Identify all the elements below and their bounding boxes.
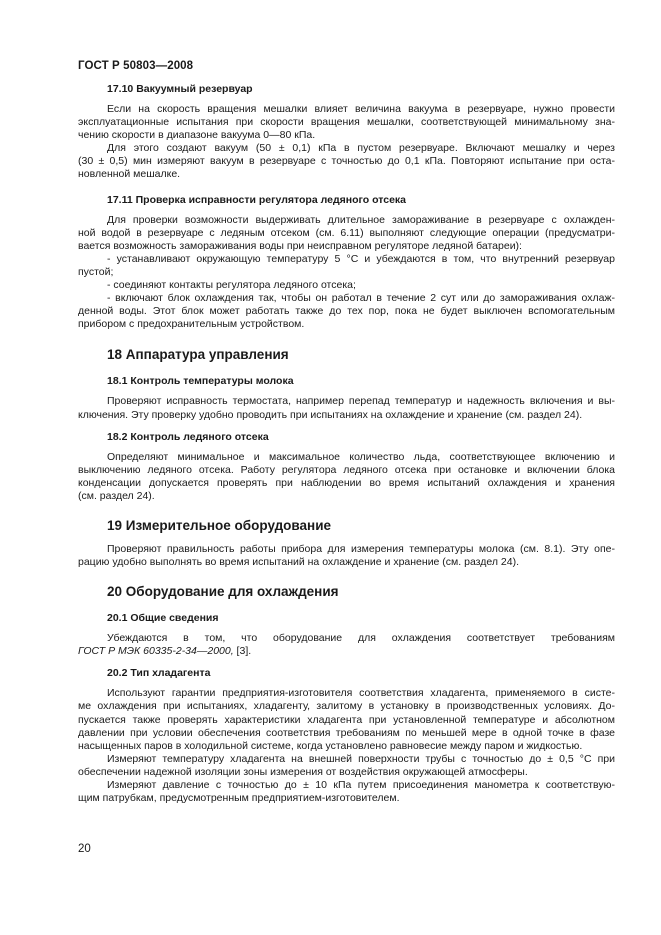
paragraph-line: Если на скорость вращения мешалки влияет величина вакуума в резервуаре, нужно провести [107,103,615,115]
standard-header: ГОСТ Р 50803—2008 [78,60,194,72]
paragraph-line: Проверяют исправность термостата, например перепад температур и надежность включения и вы- [107,395,615,408]
paragraph-line: (см. раздел 24). [78,489,155,502]
list-item-line: - соединяют контакты регулятора ледяного отсека; [107,279,356,292]
paragraph-line [78,645,615,658]
heading-20-1: 20.1 Общие сведения [107,612,219,625]
paragraph-line: обеспечении надежной изоляции зоны измерения от воздействия окружающей атмосферы. [78,765,528,778]
list-item-line: - включают блок охлаждения так, чтобы он работал в течение 2 сут или до замораживания охлаж- [107,292,615,305]
paragraph-line: Проверяют правильность работы прибора для измерения температуры молока (см. 8.1). Эту опе- [107,542,615,555]
paragraph-line: ключения. Эту проверку удобно проводить при испытаниях на охлаждение и хранение (см. раздел 24). [78,408,583,421]
heading-17-11: 17.11 Проверка исправности регулятора ледяного отсека [107,193,407,206]
paragraph-line: вается возможность замораживания воды при неисправном регуляторе ледяной батареи): [78,239,522,252]
paragraph-line: ной водой в резервуаре с ледяным отсеком (см. 6.11) выполняют следующие операции (предусматри- [78,226,615,239]
paragraph-line: Измеряют температуру хладагента на внешней поверхности трубы с точностью до ± 0,5 °С при [107,752,615,765]
paragraph-line: Измеряют давление с точностью до ± 10 кПа путем присоединения манометра к соответствую- [107,779,615,791]
heading-18: 18 Аппаратура управления [107,347,289,363]
paragraph-line: ме охлаждения при испытаниях, хладагенту, залитому в установку в производственных условиях. До- [78,700,615,713]
list-item-line: прибором с предохранительным устройством. [78,318,305,331]
paragraph-line: рацию удобно выполнять во время испытаний на охлаждение и хранение (см. раздел 24). [78,556,520,569]
paragraph-line: Для проверки возможности выдерживать длительное замораживание в резервуаре с охлажден- [107,213,615,226]
paragraph-line: Убеждаются в том, что оборудование для охлаждения соответствует требованиям [107,632,615,645]
paragraph-line: щим патрубкам, предусмотренным предприятием-изготовителем. [78,792,400,805]
paragraph-line: чению скорости в диапазоне вакуума 0—80 кПа. [78,129,316,142]
paragraph-line: пускается также проверять характеристики хладагента при установленной температуре и абсолютном [78,713,615,726]
paragraph-line: давлении при условии обеспечения соответствия требованиям по меньшей мере в одной точке в фазе [78,726,615,739]
list-item-line: денной воды. Этот блок может работать также до тех пор, пока не будет выключен вспомогательным [78,305,615,318]
heading-20-2: 20.2 Тип хладагента [107,667,211,680]
heading-18-1: 18.1 Контроль температуры молока [107,375,294,388]
heading-20: 20 Оборудование для охлаждения [107,584,339,600]
heading-18-2: 18.2 Контроль ледяного отсека [107,430,269,443]
list-item-line: - устанавливают окружающую температуру 5 °С и убеждаются в том, что внутренний резервуар [107,252,615,265]
paragraph-line: насыщенных паров в холодильной системе, когда установлено равновесие между паром и жидкостью. [78,739,583,752]
heading-19: 19 Измерительное оборудование [107,517,332,533]
paragraph-line: эксплуатационные испытания при скорости вращения мешалки, соответствующей минимальному зна- [78,116,615,129]
page-content [78,83,615,805]
paragraph-line: (30 ± 0,5) мин измеряют вакуум в резервуаре с точностью до 0,1 кПа. Повторяют испытание при оста- [78,155,615,168]
paragraph-line: конденсации допускается проверять при наблюдении во время испытаний охлаждения и хранения [78,476,615,489]
paragraph-line: новленной мешалке. [78,168,181,181]
paragraph-line: Используют гарантии предприятия-изготовителя соответствия хладагента, применяемого в систе- [107,687,615,700]
heading-17-10: 17.10 Вакуумный резервуар [107,83,253,95]
list-item-line: пустой; [78,265,114,278]
standard-reference: ГОСТ Р МЭК 60335-2-34—2000, [78,645,234,658]
paragraph-line: Для этого создают вакуум (50 ± 0,1) кПа в пустом резервуаре. Включают мешалку и через [107,142,615,155]
page-number: 20 [78,843,91,855]
paragraph-line: Определяют минимальное и максимальное количество льда, соответствующее включению и [107,450,615,463]
paragraph-line: выключению ледяного отсека. Работу регулятора ледяного отсека при остановке и включении блока [78,463,615,476]
reference-number: [3]. [233,645,252,658]
